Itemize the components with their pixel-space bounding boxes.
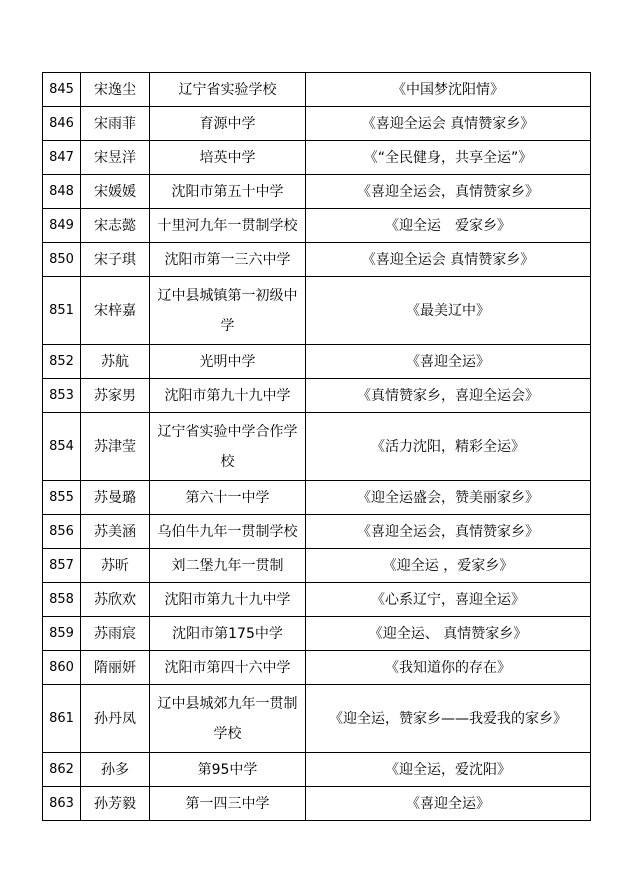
student-name: 孙丹凤 <box>81 685 150 753</box>
entry-number: 859 <box>43 617 81 651</box>
work-title: 《迎全运 ，爱家乡》 <box>306 549 591 583</box>
entry-number: 855 <box>43 481 81 515</box>
work-title: 《中国梦沈阳情》 <box>306 73 591 107</box>
school-name: 辽宁省实验中学合作学校 <box>150 413 306 481</box>
work-title: 《喜迎全运会 真情赞家乡》 <box>306 243 591 277</box>
work-title: 《迎全运 爱家乡》 <box>306 209 591 243</box>
table-row <box>43 73 591 107</box>
student-name: 苏雨宸 <box>81 617 150 651</box>
table-row <box>43 515 591 549</box>
entry-number: 862 <box>43 753 81 787</box>
table-row <box>43 413 591 481</box>
table-row <box>43 243 591 277</box>
entry-number: 863 <box>43 787 81 821</box>
entries-table <box>42 72 591 821</box>
school-name: 刘二堡九年一贯制 <box>150 549 306 583</box>
work-title: 《活力沈阳，精彩全运》 <box>306 413 591 481</box>
student-name: 苏昕 <box>81 549 150 583</box>
table-row <box>43 583 591 617</box>
table-row <box>43 685 591 753</box>
table-row <box>43 209 591 243</box>
entry-number: 850 <box>43 243 81 277</box>
school-name: 沈阳市第一三六中学 <box>150 243 306 277</box>
work-title: 《我知道你的存在》 <box>306 651 591 685</box>
entry-number: 849 <box>43 209 81 243</box>
table-row <box>43 481 591 515</box>
entry-number: 861 <box>43 685 81 753</box>
table-row <box>43 651 591 685</box>
student-name: 苏曼璐 <box>81 481 150 515</box>
student-name: 宋子琪 <box>81 243 150 277</box>
school-name: 第一四三中学 <box>150 787 306 821</box>
school-name: 光明中学 <box>150 345 306 379</box>
entry-number: 860 <box>43 651 81 685</box>
table-row <box>43 175 591 209</box>
work-title: 《迎全运，赞家乡——我爱我的家乡》 <box>306 685 591 753</box>
entry-number: 851 <box>43 277 81 345</box>
work-title: 《喜迎全运会 真情赞家乡》 <box>306 107 591 141</box>
student-name: 孙芳毅 <box>81 787 150 821</box>
student-name: 宋雨菲 <box>81 107 150 141</box>
student-name: 苏航 <box>81 345 150 379</box>
entry-number: 856 <box>43 515 81 549</box>
entry-number: 852 <box>43 345 81 379</box>
school-name: 乌伯牛九年一贯制学校 <box>150 515 306 549</box>
school-name: 沈阳市第五十中学 <box>150 175 306 209</box>
entry-number: 853 <box>43 379 81 413</box>
student-name: 孙多 <box>81 753 150 787</box>
school-name: 第六十一中学 <box>150 481 306 515</box>
student-name: 宋逸尘 <box>81 73 150 107</box>
student-name: 宋梓嘉 <box>81 277 150 345</box>
school-name: 沈阳市第175中学 <box>150 617 306 651</box>
student-name: 苏津莹 <box>81 413 150 481</box>
school-name: 辽中县城镇第一初级中学 <box>150 277 306 345</box>
school-name: 育源中学 <box>150 107 306 141</box>
school-name: 十里河九年一贯制学校 <box>150 209 306 243</box>
table-row <box>43 277 591 345</box>
entry-number: 857 <box>43 549 81 583</box>
work-title: 《最美辽中》 <box>306 277 591 345</box>
student-name: 宋志懿 <box>81 209 150 243</box>
entry-number: 846 <box>43 107 81 141</box>
student-name: 宋媛媛 <box>81 175 150 209</box>
work-title: 《“全民健身，共享全运”》 <box>306 141 591 175</box>
entry-number: 854 <box>43 413 81 481</box>
table-row <box>43 107 591 141</box>
work-title: 《真情赞家乡，喜迎全运会》 <box>306 379 591 413</box>
work-title: 《迎全运、 真情赞家乡》 <box>306 617 591 651</box>
table-row <box>43 345 591 379</box>
table-row <box>43 787 591 821</box>
school-name: 辽宁省实验学校 <box>150 73 306 107</box>
table-row <box>43 549 591 583</box>
student-name: 宋昱洋 <box>81 141 150 175</box>
school-name: 培英中学 <box>150 141 306 175</box>
student-name: 苏家男 <box>81 379 150 413</box>
work-title: 《喜迎全运》 <box>306 787 591 821</box>
work-title: 《喜迎全运会，真情赞家乡》 <box>306 515 591 549</box>
work-title: 《迎全运盛会，赞美丽家乡》 <box>306 481 591 515</box>
student-name: 隋丽妍 <box>81 651 150 685</box>
table-row <box>43 617 591 651</box>
school-name: 辽中县城郊九年一贯制学校 <box>150 685 306 753</box>
entry-number: 847 <box>43 141 81 175</box>
table-row <box>43 753 591 787</box>
work-title: 《喜迎全运》 <box>306 345 591 379</box>
work-title: 《喜迎全运会，真情赞家乡》 <box>306 175 591 209</box>
school-name: 沈阳市第四十六中学 <box>150 651 306 685</box>
entry-number: 848 <box>43 175 81 209</box>
student-name: 苏美涵 <box>81 515 150 549</box>
entry-number: 845 <box>43 73 81 107</box>
table-row <box>43 141 591 175</box>
school-name: 沈阳市第九十九中学 <box>150 379 306 413</box>
school-name: 沈阳市第九十九中学 <box>150 583 306 617</box>
work-title: 《迎全运，爱沈阳》 <box>306 753 591 787</box>
student-name: 苏欣欢 <box>81 583 150 617</box>
school-name: 第95中学 <box>150 753 306 787</box>
work-title: 《心系辽宁，喜迎全运》 <box>306 583 591 617</box>
table-row <box>43 379 591 413</box>
entry-number: 858 <box>43 583 81 617</box>
